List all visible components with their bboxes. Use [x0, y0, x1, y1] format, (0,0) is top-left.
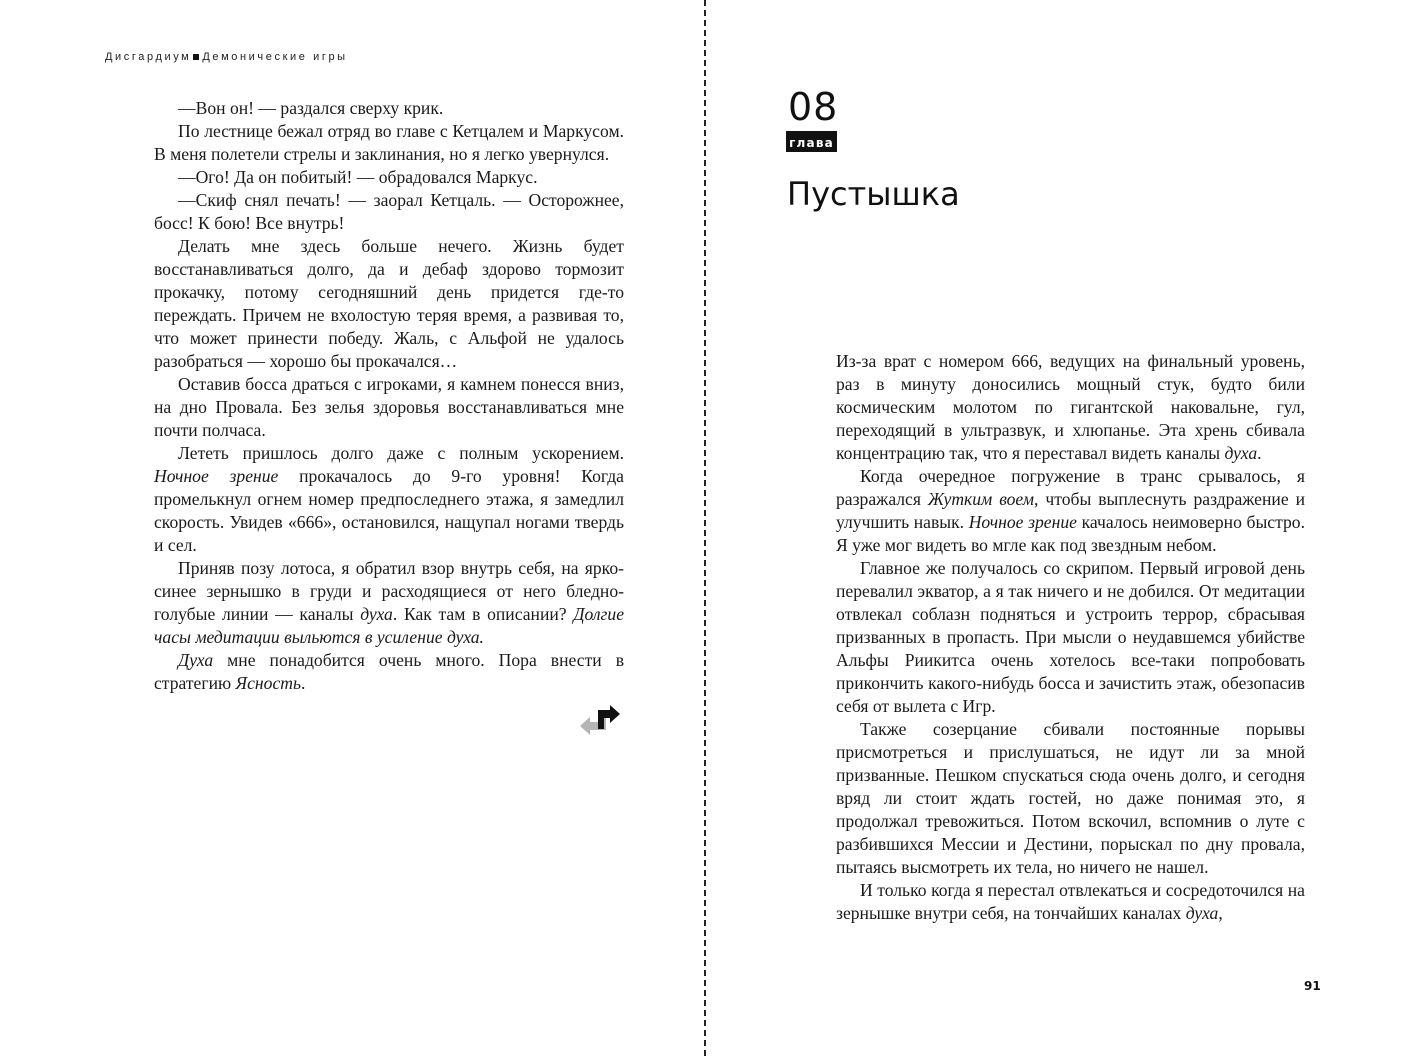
paragraph: [154, 189, 624, 235]
text-run: Также созерцание сбивали постоянные порывы присмотреться и прислушаться, не идут ли за мной призванные. Пешком спускаться сюда очень долго, и сегодня вряд ли стоит ждать гостей, но даже понимая это, я продолжал тревожиться. Потом вскочил, вспомнив о луте с разбившихся Мессии и Дестини, порыскал по дну провала, пытаясь высмотреть их тела, но ничего не нашел.: [836, 719, 1305, 877]
text-run: Лететь пришлось долго даже с полным ускорением.: [178, 443, 624, 463]
paragraph: [836, 718, 1305, 879]
paragraph: [154, 166, 624, 189]
paragraph: [154, 557, 624, 649]
paragraph: [154, 442, 624, 557]
text-run: И только когда я перестал отвлекаться и сосредоточился на зернышке внутри себя, на тончайших каналах: [836, 880, 1305, 923]
right-page: [706, 0, 1410, 1056]
emphasized-text: Жутким воем: [927, 489, 1035, 509]
paragraph: [154, 97, 624, 120]
running-header: [105, 51, 348, 63]
text-run: .: [1257, 443, 1262, 463]
text-run: По лестнице бежал отряд во главе с Кетцалем и Маркусом. В меня полетели стрелы и заклинания, но я легко увернулся.: [154, 121, 624, 164]
text-run: . Как там в описании?: [392, 604, 574, 624]
text-run: мне понадобится очень много. Пора внести в стратегию: [154, 650, 624, 693]
emphasized-text: духа: [360, 604, 393, 624]
emphasized-text: Духа: [178, 650, 214, 670]
text-run: Оставив босса драться с игроками, я камнем понесся вниз, на дно Провала. Без зелья здоровья восстанавливаться мне почти полчаса.: [154, 374, 624, 440]
text-run: ,: [1218, 903, 1223, 923]
text-run: —Вон он! — раздался сверху крик.: [178, 98, 444, 118]
page-turn-arrows-icon[interactable]: [576, 702, 626, 738]
chapter-number: 08: [788, 85, 839, 129]
paragraph: [836, 879, 1305, 925]
paragraph: [836, 350, 1305, 465]
text-run: качалось неимоверно быстро. Я уже мог видеть во мгле как под звездным небом.: [836, 512, 1305, 555]
paragraph: [836, 465, 1305, 557]
emphasized-text: Ночное зрение: [968, 512, 1077, 532]
right-page-text: [836, 350, 1305, 925]
text-run: Из-за врат с номером 666, ведущих на финальный уровень, раз в минуту доносились мощный стук, будто били космическим молотом по гигантской наковальне, гул, переходящий в ультразвук, и хлюпанье. Эта хрень сбивала концентрацию так, что я переставал видеть каналы: [836, 351, 1305, 463]
chapter-title: Пустышка: [787, 175, 960, 213]
emphasized-text: Долгие часы медитации выльются в усиление духа.: [154, 604, 625, 647]
emphasized-text: Ясность: [235, 673, 301, 693]
paragraph: [154, 373, 624, 442]
header-separator-square: [193, 54, 199, 60]
page-number: 91: [1304, 979, 1321, 993]
emphasized-text: духа: [1224, 443, 1258, 463]
paragraph: [154, 235, 624, 373]
text-run: —Скиф снял печать! — заорал Кетцаль. — Осторожнее, босс! К бою! Все внутрь!: [154, 190, 624, 233]
chapter-label: глава: [786, 131, 837, 152]
text-run: прокачалось до 9-го уровня! Когда промелькнул огнем номер предпоследнего этажа, я замедлил скорость. Увидев «666», остановился, нащупал ногами твердь и сел.: [154, 466, 624, 555]
paragraph: [836, 557, 1305, 718]
series-title: Дисгардиум: [105, 51, 192, 63]
text-run: Когда очередное погружение в транс срывалось, я разражался: [836, 466, 1305, 509]
paragraph: [154, 649, 624, 695]
text-run: Делать мне здесь больше нечего. Жизнь будет восстанавливаться долго, да и дебаф здорово тормозит прокачку, потому сегодняшний день придется где-то переждать. Причем не вхолостую теряя время, а развивая то, что может принести победу. Жаль, с Альфой не удалось разобраться — хорошо бы прокачался…: [154, 236, 624, 371]
text-run: Главное же получалось со скрипом. Первый игровой день перевалил экватор, а я так ничего и не добился. От медитации отвлекал соблазн подняться и устроить террор, сбрасывая призванных в пропасть. При мысли о неудавшемся убийстве Альфы Риикитса очень хотелось все-таки попробовать прикончить какого-нибудь босса и зачистить этаж, обезопасив себя от вылета с Игр.: [836, 558, 1305, 716]
emphasized-text: Ночное зрение: [154, 466, 279, 486]
text-run: .: [300, 673, 306, 693]
paragraph: [154, 120, 624, 166]
text-run: —Ого! Да он побитый! — обрадовался Маркус.: [178, 167, 538, 187]
left-page-text: [154, 97, 624, 695]
text-run: Приняв позу лотоса, я обратил взор внутрь себя, на ярко-синее зернышко в груди и расходящиеся от него бледно-голубые линии — каналы: [154, 558, 624, 624]
emphasized-text: духа: [1185, 903, 1219, 923]
text-run: , чтобы выплеснуть раздражение и улучшить навык.: [836, 489, 1305, 532]
book-title: Демонические игры: [202, 51, 348, 63]
